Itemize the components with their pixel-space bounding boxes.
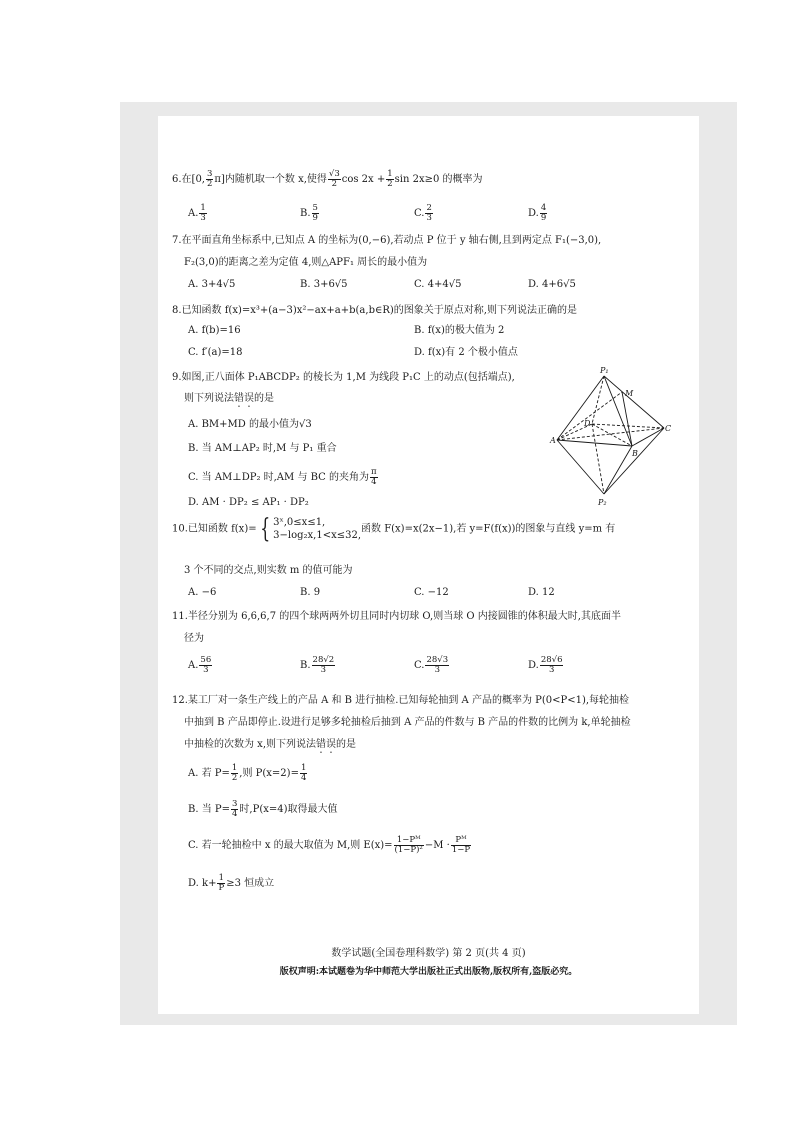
q9-emphasis-wrong: 错误 [234,393,254,404]
q9-option-d: D. AM · DP₂ ≤ AP₁ · DP₂ [188,497,309,508]
q7-option-a: A. 3+4√5 [188,279,236,290]
question-6-stem [172,170,682,189]
question-9-line-1: 9.如图,正八面体 P₁ABCDP₂ 的棱长为 1,M 为线段 P₁C 上的动点(包括端点), [172,372,515,383]
q10-option-a: A. −6 [188,587,217,598]
label-p2: P₂ [598,498,607,507]
q8-option-c: C. f′(a)=18 [188,347,243,358]
label-b: B [632,449,638,458]
q9-option-b: B. 当 AM⊥AP₂ 时,M 与 P₁ 重合 [188,443,337,454]
question-7-line-2: F₂(3,0)的距离之差为定值 4,则△APF₁ 周长的最小值为 [184,257,428,268]
q6-half-frac: $\frac{1}{2}$ [387,169,393,189]
question-10-line-2: 3 个不同的交点,则实数 m 的值可能为 [184,565,353,576]
q6-text-b: 内随机取一个数 x,使得 [224,174,327,185]
question-7-line-1: 7.在平面直角坐标系中,已知点 A 的坐标为(0,−6),若动点 P 位于 y 轴右侧,且到两定点 F₁(−3,0), [172,235,602,246]
q12-option-a: A. 若 P= $\frac{1}{2}$ ,则 P(x=2)= $\frac{1}{4}$ [188,763,307,783]
q6-interval-frac: $\frac{3}{2}$ [207,169,213,189]
q10-option-c: C. −12 [414,587,449,598]
q7-option-c: C. 4+4√5 [414,279,462,290]
q6-interval: [0, [191,174,205,185]
question-12-line-3: 中抽检的次数为 x,则下列说法错误的是 [184,739,356,750]
q6-text-d: sin 2x≥0 的概率为 [394,174,483,185]
q6-text-c: cos 2x + [341,174,386,185]
q12-option-c: C. 若一轮抽检中 x 的最大取值为 M,则 E(x)= $\frac{\text{1−Pᴹ}}{\text{(1−P)²}}$ −M · $\frac{\text{Pᴹ}}{1-P}$ [188,835,471,855]
q8-option-b: B. f(x)的极大值为 2 [414,325,505,336]
q11-option-d: D. $\frac{28√6}{3}$ [528,655,563,675]
question-9-line-2: 则下列说法错误的是 [184,393,274,404]
q6-option-a: A. $\frac{1}{3}$ [188,203,206,223]
exam-page [158,116,699,1014]
q10-piecewise: 3ˣ,0≤x≤1, 3−log₂x,1<x≤32, [273,517,362,541]
q7-option-b: B. 3+6√5 [300,279,348,290]
q11-option-c: C. $\frac{28√3}{3}$ [414,655,449,675]
q11-option-a: A. $\frac{56}{3}$ [188,655,212,675]
q12-option-b: B. 当 P= $\frac{3}{4}$ 时,P(x=4)取得最大值 [188,799,338,819]
label-a: A [550,436,556,445]
q11-option-b: B. $\frac{28√2}{3}$ [300,655,335,675]
q9-option-a: A. BM+MD 的最小值为√3 [188,419,312,430]
q6-interval-end: π] [214,174,225,185]
q6-option-b: B. $\frac{5}{9}$ [300,203,318,223]
question-10-line-1: 10.已知函数 f(x)= { 3ˣ,0≤x≤1, 3−log₂x,1<x≤32, 函数 F(x)=x(2x−1),若 y=F(f(x))的图象与直线 y=m 有 [172,514,616,544]
question-11-line-2: 径为 [184,633,204,644]
q8-option-a: A. f(b)=16 [188,325,241,336]
label-m: M [625,389,634,398]
q10-option-d: D. 12 [528,587,555,598]
octahedron-figure [552,366,672,506]
copyright-notice: 版权声明:本试题卷为华中师范大学出版社正式出版物,版权所有,盗版必究。 [279,967,578,977]
question-11-line-1: 11.半径分别为 6,6,6,7 的四个球两两外切且同时内切球 O,则当球 O 内接圆锥的体积最大时,其底面半 [172,611,621,622]
label-d: D [584,419,591,428]
q12-option-d: D. k+ $\frac{1}{P}$ ≥3 恒成立 [188,873,275,893]
q10-brace: { [259,514,270,544]
page-footer-title: 数学试题(全国卷理科数学) 第 2 页(共 4 页) [331,948,526,959]
q6-text-a: 6.在 [172,174,192,185]
label-c: C [665,424,672,433]
question-12-line-2: 中抽到 B 产品即停止.设进行足够多轮抽检后抽到 A 产品的件数与 B 产品的件数的比例为 k,单轮抽检 [184,717,631,728]
q9-option-c: C. 当 AM⊥DP₂ 时,AM 与 BC 的夹角为 $\frac{\pi}{4}$ [188,467,377,487]
q8-option-d: D. f(x)有 2 个极小值点 [414,347,518,358]
q6-sqrt3-frac: $\frac{√3}{2}$ [328,169,340,189]
q6-option-c: C. $\frac{2}{3}$ [414,203,432,223]
label-p1: P₁ [600,366,609,375]
question-8-stem: 8.已知函数 f(x)=x³+(a−3)x²−ax+a+b(a,b∈R)的图象关于原点对称,则下列说法正确的是 [172,305,577,316]
question-12-line-1: 12.某工厂对一条生产线上的产品 A 和 B 进行抽检.已知每轮抽到 A 产品的概率为 P(0<P<1),每轮抽检 [172,695,630,706]
q6-option-d: D. $\frac{4}{9}$ [528,203,547,223]
q10-option-b: B. 9 [300,587,321,598]
q7-option-d: D. 4+6√5 [528,279,576,290]
q12-emphasis-wrong: 错误 [316,739,336,750]
